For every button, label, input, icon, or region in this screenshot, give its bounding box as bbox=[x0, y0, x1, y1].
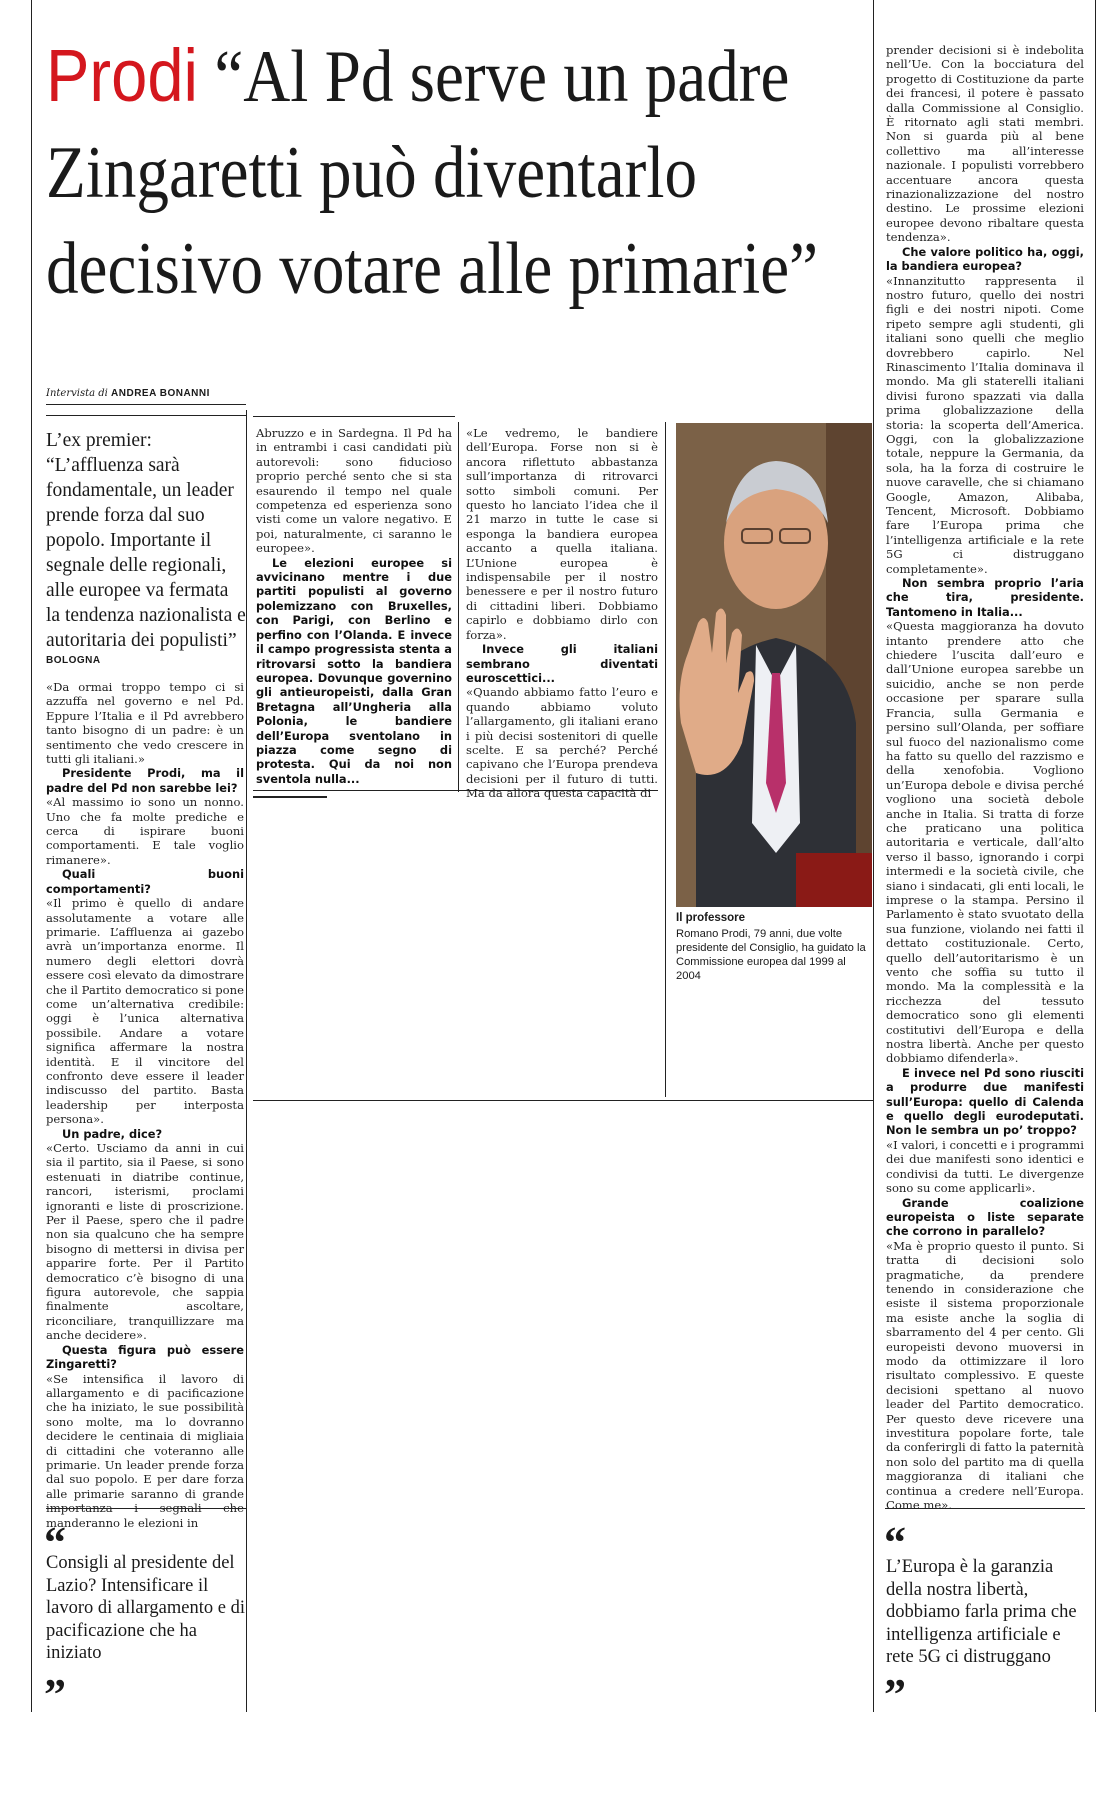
quote-close-mark-left: ” bbox=[44, 1670, 66, 1719]
dateline: BOLOGNA bbox=[46, 655, 101, 666]
headline-line-2: Zingaretti può diventarlo bbox=[46, 132, 698, 214]
quote-open-mark-left: “ bbox=[44, 1518, 66, 1567]
interview-answer: «Quando abbiamo fatto l’euro e quando abbiamo voluto l’allargamento, gli italiani erano i più decisi sostenitori di quelle scelte. E sa perché? Perché capivano che l’Europa prendeva decisioni per il futuro di tutti. Ma da allora questa capacità di bbox=[466, 685, 658, 801]
article-top-rule bbox=[46, 415, 246, 416]
interview-answer: «I valori, i concetti e i programmi dei due manifesti sono identici e condivisi da tutti. Le divergenze sono su come applicarli». bbox=[886, 1137, 1084, 1196]
col2-short-rule bbox=[253, 796, 327, 798]
quote-close-mark-right: ” bbox=[884, 1670, 906, 1719]
pull-quote-right: L’Europa è la garanzia della nostra libertà, dobbiamo farla prima che intelligenza artificiale e rete 5G ci distruggano bbox=[886, 1557, 1077, 1667]
interview-question: E invece nel Pd sono riusciti a produrre due manifesti sull’Europa: quello di Calenda e quello degli eurodeputati. Non le sembra un po’ troppo? bbox=[886, 1065, 1084, 1138]
column-divider-left bbox=[246, 410, 247, 1712]
headline-name: Prodi bbox=[46, 34, 199, 117]
interview-answer: Abruzzo e in Sardegna. Il Pd ha in entrambi i casi candidati più autorevoli: sono fiducioso proprio perché sento che si sta esaurendo il tempo nel quale competenza ed esperienza sono visti come un valore negativo. E poi, naturalmente, ci saranno le europee». bbox=[256, 426, 452, 556]
article-column-3 bbox=[466, 426, 658, 801]
article-column-2 bbox=[256, 426, 452, 786]
interview-answer: «Il primo è quello di andare assolutamente a votare alle primarie. L’affluenza ai gazebo avrà un’importanza enorme. Il numero degli elettori dovrà essere così elevato da dimostrare che il Partito democratico si pone come un’alternativa credibile: oggi è l’unica alternativa possibile. Andare a votare significa affermare la nostra identità. E il vincitore del confronto deve essere il leader indiscusso del partito. Basta leadership per interposta persona». bbox=[46, 896, 244, 1127]
byline-prefix: Intervista di bbox=[46, 388, 108, 399]
portrait-illustration bbox=[676, 423, 872, 907]
quote-open-mark-right: “ bbox=[884, 1518, 906, 1567]
headline bbox=[46, 28, 819, 317]
interview-answer: «Ma è proprio questo il punto. Si tratta di decisioni solo pragmatiche, da prendere tenendo in considerazione che esiste il sistema proporzionale ma esiste anche la soglia di sbarramento del 4 per cento. Gli europeisti devono muoversi in modo da ottimizzare il loro risultato complessivo. E queste decisioni spettano al nuovo leader del Partito democratico. Per questo deve ricevere una investitura popolare forte, tale da conferirgli di fatto la paternità non solo del partito ma di quella maggioranza di italiani che continua a credere nell’Europa. Come me». bbox=[886, 1238, 1084, 1513]
col2-top-rule bbox=[253, 416, 455, 417]
byline-rule bbox=[46, 404, 246, 405]
prodi-photo bbox=[676, 423, 872, 907]
interview-question: Questa figura può essere Zingaretti? bbox=[46, 1342, 244, 1372]
caption-title: Il professore bbox=[676, 912, 746, 924]
left-border bbox=[31, 0, 32, 1712]
column-divider-main bbox=[873, 0, 874, 1712]
headline-line-1: “Al Pd serve un padre bbox=[214, 36, 790, 118]
interview-answer: «Certo. Usciamo da anni in cui sia il partito, sia il Paese, si sono estenuati in diatribe continue, rancori, isterismi, proclami ignoranti e liste di proscrizione. Per il Paese, spero che il padre non sia qualcuno che ha sempre bisogno di mettersi in divisa per apparire forte. Per il Partito democratico c’è bisogno di una figura autorevole, che sappia finalmente ascoltare, riconciliare, tranquillizzare ma anche decidere». bbox=[46, 1141, 244, 1343]
interview-answer: prender decisioni si è indebolita nell’Ue. Con la bocciatura del progetto di Costituzione da parte dei francesi, il potere è passato dalla Commissione al Consiglio. È ritornato agli stati membri. Non si guarda più al bene collettivo ma all’interesse nazionale. I populisti vorrebbero accentuare ancora questa rinazionalizzazione del nostro destino. Le prossime elezioni europee devono ribaltare questa tendenza». bbox=[886, 43, 1084, 245]
caption-text: Romano Prodi, 79 anni, due volte presidente del Consiglio, ha guidato la Commissione europea dal 1999 al 2004 bbox=[676, 928, 866, 982]
pull-quote-left: Consigli al presidente del Lazio? Intensificare il lavoro di allargamento e di pacificazione che ha iniziato bbox=[46, 1553, 245, 1663]
headline-line-3: decisivo votare alle primarie” bbox=[46, 228, 819, 310]
interview-question: Non sembra proprio l’aria che tira, presidente. Tantomeno in Italia... bbox=[886, 576, 1084, 619]
article-column-1 bbox=[46, 680, 244, 1530]
interview-answer: «Questa maggioranza ha dovuto intanto prendere atto che chiedere l’uscita dall’euro e dall’Unione europea sarebbe un suicidio, anche se non perde occasione per sparare sulla Francia, sulla Germania e persino sull’Olanda, per soffiare sul fuoco del nazionalismo come ha fatto su quello del razzismo e della xenofobia. Vogliono un’Europa debole e divisa perché vogliono una società debole anche in Italia. Si tratta di forze che praticano una politica autoritaria e verticale, dall’alto verso il basso, ignorando i corpi intermedi e la società civile, che siano i sindacati, gli enti locali, le imprese o la stampa. Persino il Parlamento è stato svuotato della sua funzione, violando nei fatti il dettato costituzionale. Certo, quello dell’autoritarismo è un vento che soffia su tutto il mondo. Ma la complessità e la ricchezza del tessuto democratico sono gli elementi costitutivi dell’Europa e della nostra libertà. Anche per questo dobbiamo difenderla». bbox=[886, 619, 1084, 1066]
photo-bottom-rule bbox=[253, 1100, 873, 1101]
article-column-4 bbox=[886, 43, 1084, 1512]
byline bbox=[46, 388, 210, 399]
interview-question: Grande coalizione europeista o liste separate che corrono in parallelo? bbox=[886, 1195, 1084, 1239]
interview-question: Presidente Prodi, ma il padre del Pd non sarebbe lei? bbox=[46, 766, 244, 795]
interview-question: Le elezioni europee si avvicinano mentre i due partiti populisti al governo polemizzano con Bruxelles, con Parigi, con Berlino e perfino con l’Olanda. E invece il campo progressista stenta a ritrovarsi sotto la bandiera europea. Dovunque governino gli antieuropeisti, dalla Gran Bretagna all’Ungheria alla Polonia, le bandiere dell’Europa sventolano in piazza come segno di protesta. Qui da noi non sventola nulla... bbox=[256, 555, 452, 786]
interview-answer: «Al massimo io sono un nonno. Uno che fa molte prediche e cerca di ispirare buoni comportamenti. E tale voglio rimanere». bbox=[46, 795, 244, 867]
interview-question: Che valore politico ha, oggi, la bandiera europea? bbox=[886, 244, 1084, 274]
interview-answer: «Le vedremo, le bandiere dell’Europa. Forse non si è ancora riflettuto abbastanza sull’importanza di ritrovarci sotto simboli comuni. Per questo ho lanciato l’idea che il 21 marzo in tutte le case si esponga la bandiera europea accanto a quella italiana. L’Unione europea è indispensabile per il nostro benessere e per il nostro futuro di cittadini liberi. Dobbiamo capirlo e dobbiamo dirlo con forza». bbox=[466, 426, 658, 642]
right-border bbox=[1095, 0, 1096, 1712]
interview-question: Quali buoni comportamenti? bbox=[46, 867, 244, 896]
col3-col4-divider bbox=[665, 422, 666, 1097]
interview-question: Invece gli italiani sembrano diventati euroscettici... bbox=[466, 642, 658, 685]
summary: L’ex premier: “L’affluenza sarà fondamentale, un leader prende forza dal suo popolo. Importante il segnale delle regionali, alle europee va fermata la tendenza nazionalista e autoritaria dei populisti” bbox=[46, 430, 246, 651]
interview-question: Un padre, dice? bbox=[62, 1126, 163, 1141]
interview-answer: «Se intensifica il lavoro di allargamento e di pacificazione che ha iniziato, le sue possibilità sono molte, ma lo dovranno decidere le centinaia di migliaia di cittadini che voteranno alle primarie. Un leader prende forza dal suo popolo. E per dare forza alle primarie saranno di grande importanza i segnali che manderanno le elezioni in bbox=[46, 1371, 244, 1530]
col2-col3-divider bbox=[458, 422, 459, 792]
byline-author: ANDREA BONANNI bbox=[111, 388, 210, 399]
interview-answer: «Innanzitutto rappresenta il nostro futuro, quello dei nostri figli e dei nostri nipoti. Come ripeto sempre agli studenti, gli italiani sono quelli che meglio dovrebbero capirlo. Nel Rinascimento l’Italia dominava il mondo. Ma gli staterelli italiani divisi furono spazzati via dalla prima globalizzazione della storia: la scoperta dell’America. Oggi, con la globalizzazione totale, neppure la Germania, da sola, ha la forza di costruire le nuove caravelle, che si chiamano Google, Amazon, Alibaba, Tencent, Microsoft. Dobbiamo fare l’Europa prima che l’intelligenza artificiale e la rete 5G ci distruggano completamente». bbox=[886, 273, 1084, 576]
interview-answer: «Da ormai troppo tempo ci si azzuffa nel governo e nel Pd. Eppure l’Italia e il Pd avrebbero tanto bisogno di un padre: è un sentimento che vedo crescere in tutti gli italiani.» bbox=[46, 680, 244, 767]
